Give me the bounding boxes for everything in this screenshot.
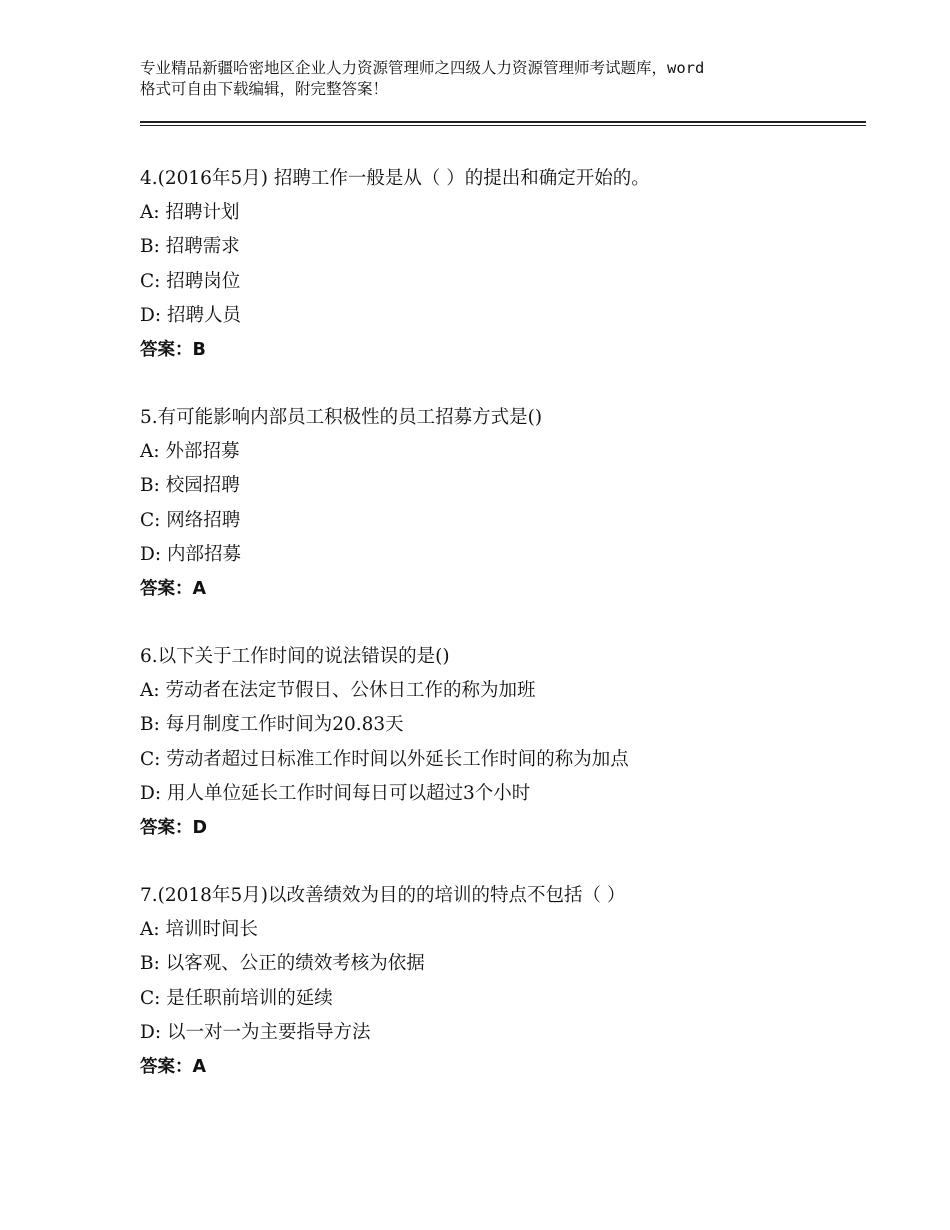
question-block-4 [140, 162, 650, 367]
option-d: D: 招聘人员 [140, 304, 241, 326]
question-stem: 4.(2016年5月) 招聘工作一般是从（ ）的提出和确定开始的。 [140, 168, 650, 189]
option-b: B: 校园招聘 [140, 475, 240, 497]
question-stem: 7.(2018年5月)以改善绩效为目的的培训的特点不包括（ ） [140, 885, 626, 906]
option-c: C: 是任职前培训的延续 [140, 987, 333, 1009]
option-b: B: 以客观、公正的绩效考核为依据 [140, 953, 425, 975]
option-c: C: 招聘岗位 [140, 270, 241, 292]
question-block-6 [140, 640, 629, 845]
question-block-7 [140, 879, 625, 1084]
question-stem: 5.有可能影响内部员工积极性的员工招募方式是() [140, 407, 543, 428]
header-divider-thin [140, 125, 866, 126]
option-a: A: 外部招募 [140, 441, 240, 463]
answer-label: 答案：D [140, 817, 208, 838]
question-block-5 [140, 401, 542, 606]
option-d: D: 用人单位延长工作时间每日可以超过3个小时 [140, 782, 531, 804]
option-c: C: 劳动者超过日标准工作时间以外延长工作时间的称为加点 [140, 748, 629, 770]
option-a: A: 劳动者在法定节假日、公休日工作的称为加班 [140, 680, 536, 702]
option-c: C: 网络招聘 [140, 509, 241, 531]
option-d: D: 内部招募 [140, 543, 241, 565]
question-stem: 6.以下关于工作时间的说法错误的是() [140, 646, 450, 667]
option-b: B: 每月制度工作时间为20.83天 [140, 714, 404, 736]
option-d: D: 以一对一为主要指导方法 [140, 1021, 371, 1043]
document-header: 专业精品新疆哈密地区企业人力资源管理师之四级人力资源管理师考试题库，word 格式可自由下载编辑，附完整答案！ [140, 59, 705, 98]
answer-label: 答案：A [140, 1056, 207, 1077]
option-a: A: 培训时间长 [140, 919, 258, 941]
answer-label: 答案：A [140, 578, 207, 599]
option-a: A: 招聘计划 [140, 202, 240, 224]
header-divider [140, 121, 866, 123]
option-b: B: 招聘需求 [140, 236, 240, 258]
answer-label: 答案：B [140, 339, 206, 360]
